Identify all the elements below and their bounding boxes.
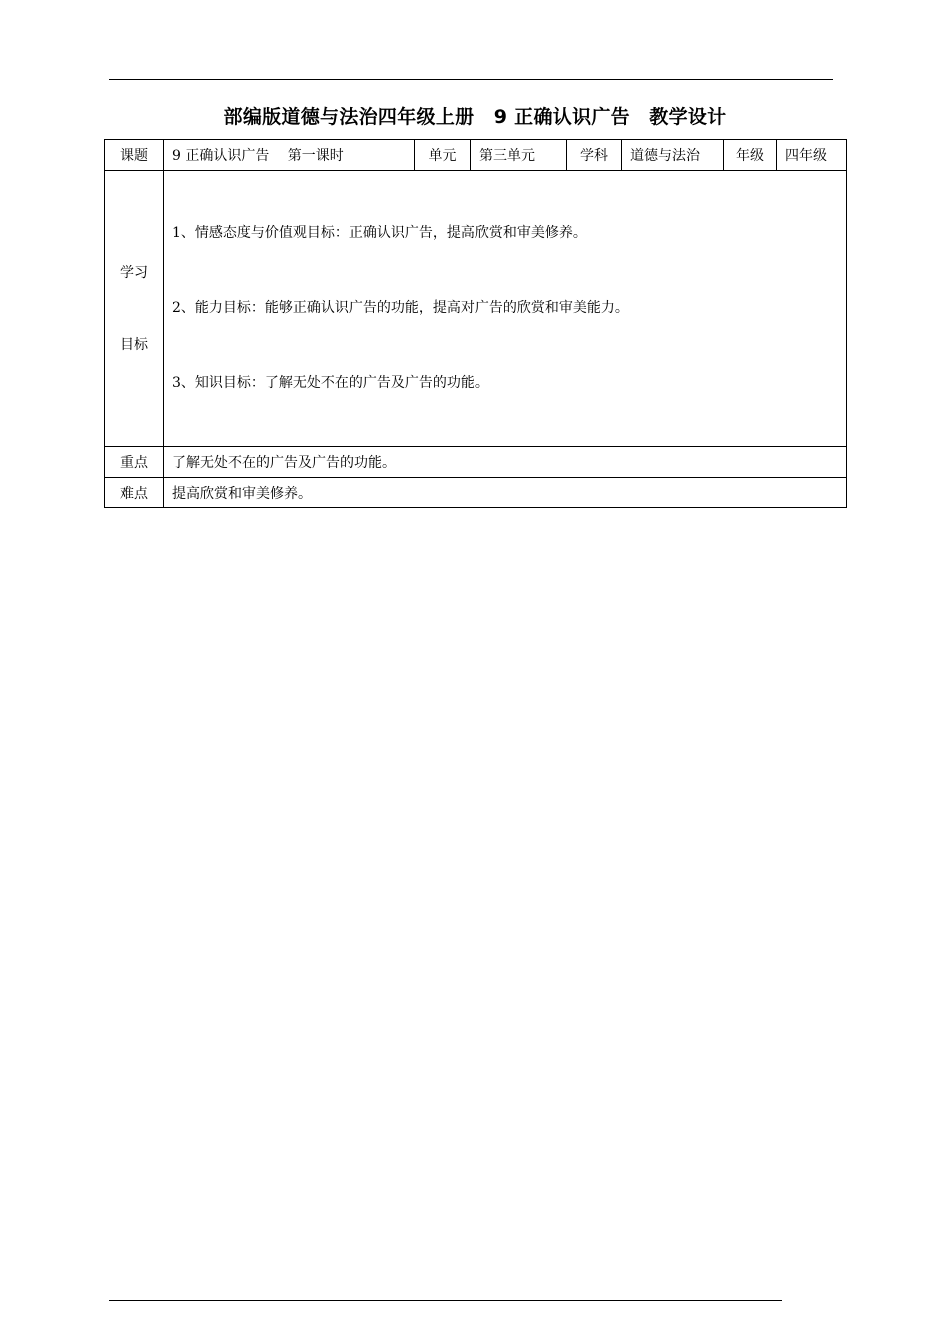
subject-label: 学科 [567, 140, 622, 171]
topic-value: 9 正确认识广告 第一课时 [164, 140, 415, 171]
unit-label: 单元 [415, 140, 471, 171]
footer-rule [109, 1300, 782, 1301]
goal-item: 2、能力目标：能够正确认识广告的功能，提高对广告的欣赏和审美能力。 [172, 300, 629, 316]
unit-value: 第三单元 [471, 140, 567, 171]
goal-item: 1、情感态度与价值观目标：正确认识广告，提高欣赏和审美修养。 [172, 225, 587, 241]
header-rule [109, 79, 833, 80]
table-row [105, 140, 847, 171]
table-row [105, 171, 847, 447]
difficulty-value: 提高欣赏和审美修养。 [164, 478, 847, 508]
document-title: 部编版道德与法治四年级上册 9 正确认识广告 教学设计 [223, 106, 727, 128]
learning-goals-content [164, 171, 847, 447]
grade-value: 四年级 [777, 140, 847, 171]
lesson-info-table [104, 139, 847, 508]
grade-label: 年级 [724, 140, 777, 171]
learning-goals-label [105, 171, 164, 447]
goals-label-line: 学习 [120, 264, 148, 281]
topic-label: 课题 [105, 140, 164, 171]
table-row [105, 447, 847, 478]
subject-value: 道德与法治 [622, 140, 724, 171]
goals-label-line: 目标 [120, 336, 148, 353]
key-point-label: 重点 [105, 447, 164, 478]
table-row [105, 478, 847, 508]
key-point-value: 了解无处不在的广告及广告的功能。 [164, 447, 847, 478]
goal-item: 3、知识目标：了解无处不在的广告及广告的功能。 [172, 375, 489, 391]
difficulty-label: 难点 [105, 478, 164, 508]
